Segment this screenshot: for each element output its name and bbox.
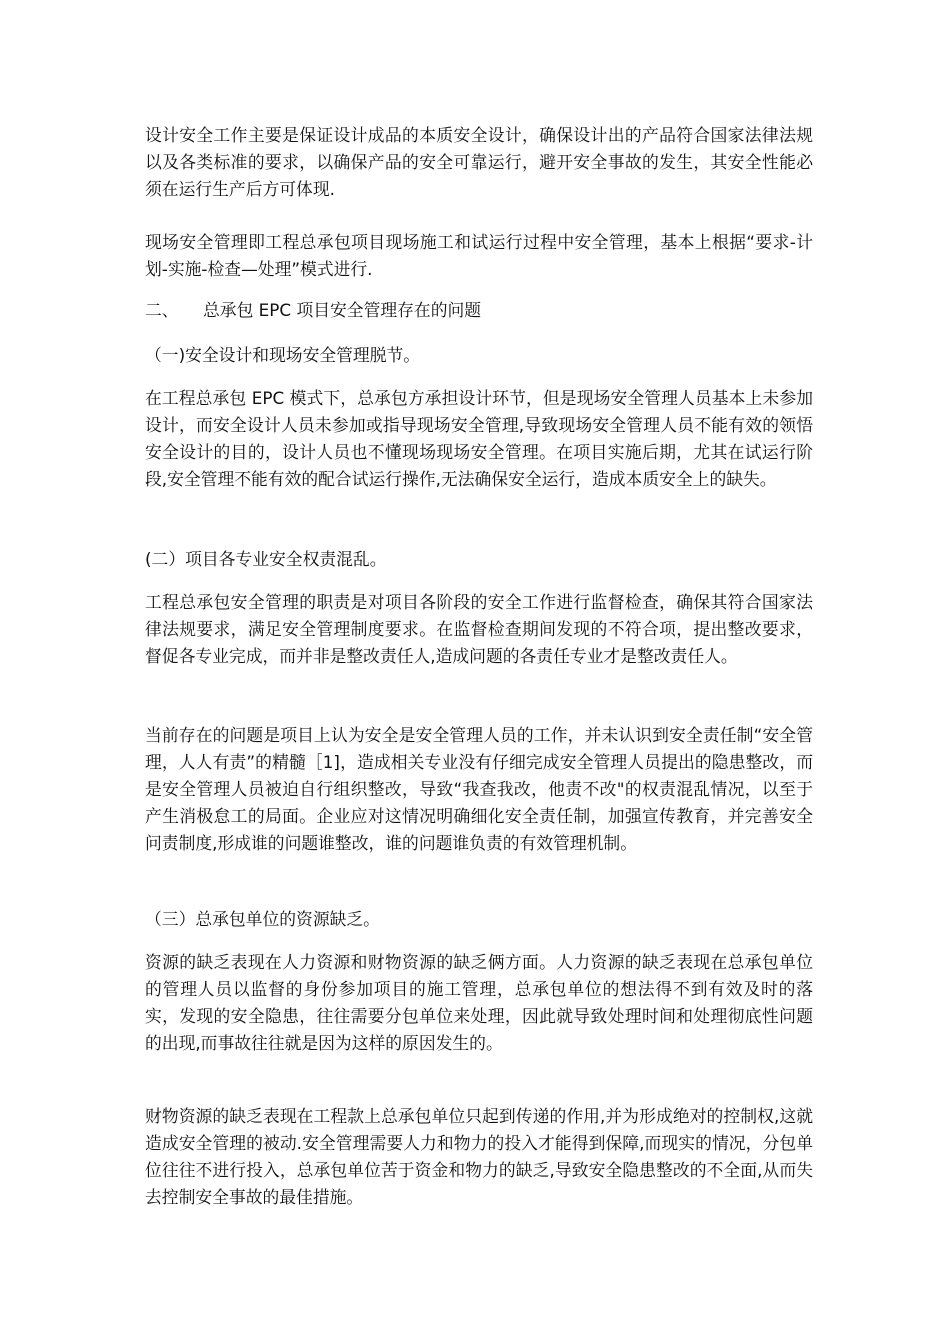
paragraph-design-safety: 设计安全工作主要是保证设计成品的本质安全设计，确保设计出的产品符合国家法律法规以及各类标准的要求，以确保产品的安全可靠运行，避开安全事故的发生，其安全性能必须在运行生产后方可体现. — [145, 125, 813, 199]
subheading-3: （三）总承包单位的资源缺乏。 — [145, 909, 380, 929]
section-number: 二、 — [145, 300, 179, 320]
section-heading-2 — [145, 297, 813, 324]
paragraph-design-site-disconnect: 在工程总承包 EPC 模式下，总承包方承担设计环节，但是现场安全管理人员基本上未参加设计，而安全设计人员未参加或指导现场安全管理,导致现场安全管理人员不能有效的领悟安全设计的目的，设计人员也不懂现场现场安全管理。在项目实施后期，尤其在试运行阶段,安全管理不能有效的配合试运行操作,无法确保安全运行，造成本质安全上的缺失。 — [145, 388, 813, 489]
paragraph-responsibility: 工程总承包安全管理的职责是对项目各阶段的安全工作进行监督检查，确保其符合国家法律法规要求，满足安全管理制度要求。在监督检查期间发现的不符合项，提出整改要求，督促各专业完成，而并非是整改责任人,造成问题的各责任专业才是整改责任人。 — [145, 592, 813, 666]
paragraph-current-problems: 当前存在的问题是项目上认为安全是安全管理人员的工作，并未认识到安全责任制“安全管理，人人有责”的精髓［1]，造成相关专业没有仔细完成安全管理人员提出的隐患整改，而是安全管理人员被迫自行组织整改，导致“我查我改，他责不改"的权责混乱情况，以至于产生消极怠工的局面。企业应对这情况明确细化安全责任制，加强宣传教育，并完善安全问责制度,形成谁的问题谁整改，谁的问题谁负责的有效管理机制。 — [145, 725, 813, 853]
section-title: 总承包 EPC 项目安全管理存在的问题 — [203, 300, 482, 320]
subheading-2: (二）项目各专业安全权责混乱。 — [145, 549, 387, 569]
paragraph-resource-shortage: 资源的缺乏表现在人力资源和财物资源的缺乏俩方面。人力资源的缺乏表现在总承包单位的管理人员以监督的身份参加项目的施工管理，总承包单位的想法得不到有效及时的落实，发现的安全隐患，往往需要分包单位来处理，因此就导致处理时间和处理彻底性问题的出现,而事故往往就是因为这样的原因发生的。 — [145, 952, 813, 1053]
paragraph-site-safety-management: 现场安全管理即工程总承包项目现场施工和试运行过程中安全管理，基本上根据“要求-计划-实施-检查—处理”模式进行. — [145, 232, 813, 279]
subheading-1: （一)安全设计和现场安全管理脱节。 — [145, 345, 421, 365]
paragraph-financial-resource: 财物资源的缺乏表现在工程款上总承包单位只起到传递的作用,并为形成绝对的控制权,这就造成安全管理的被动.安全管理需要人力和物力的投入才能得到保障,而现实的情况，分包单位往往不进行投入，总承包单位苦于资金和物力的缺乏,导致安全隐患整改的不全面,从而失去控制安全事故的最佳措施。 — [145, 1106, 813, 1207]
